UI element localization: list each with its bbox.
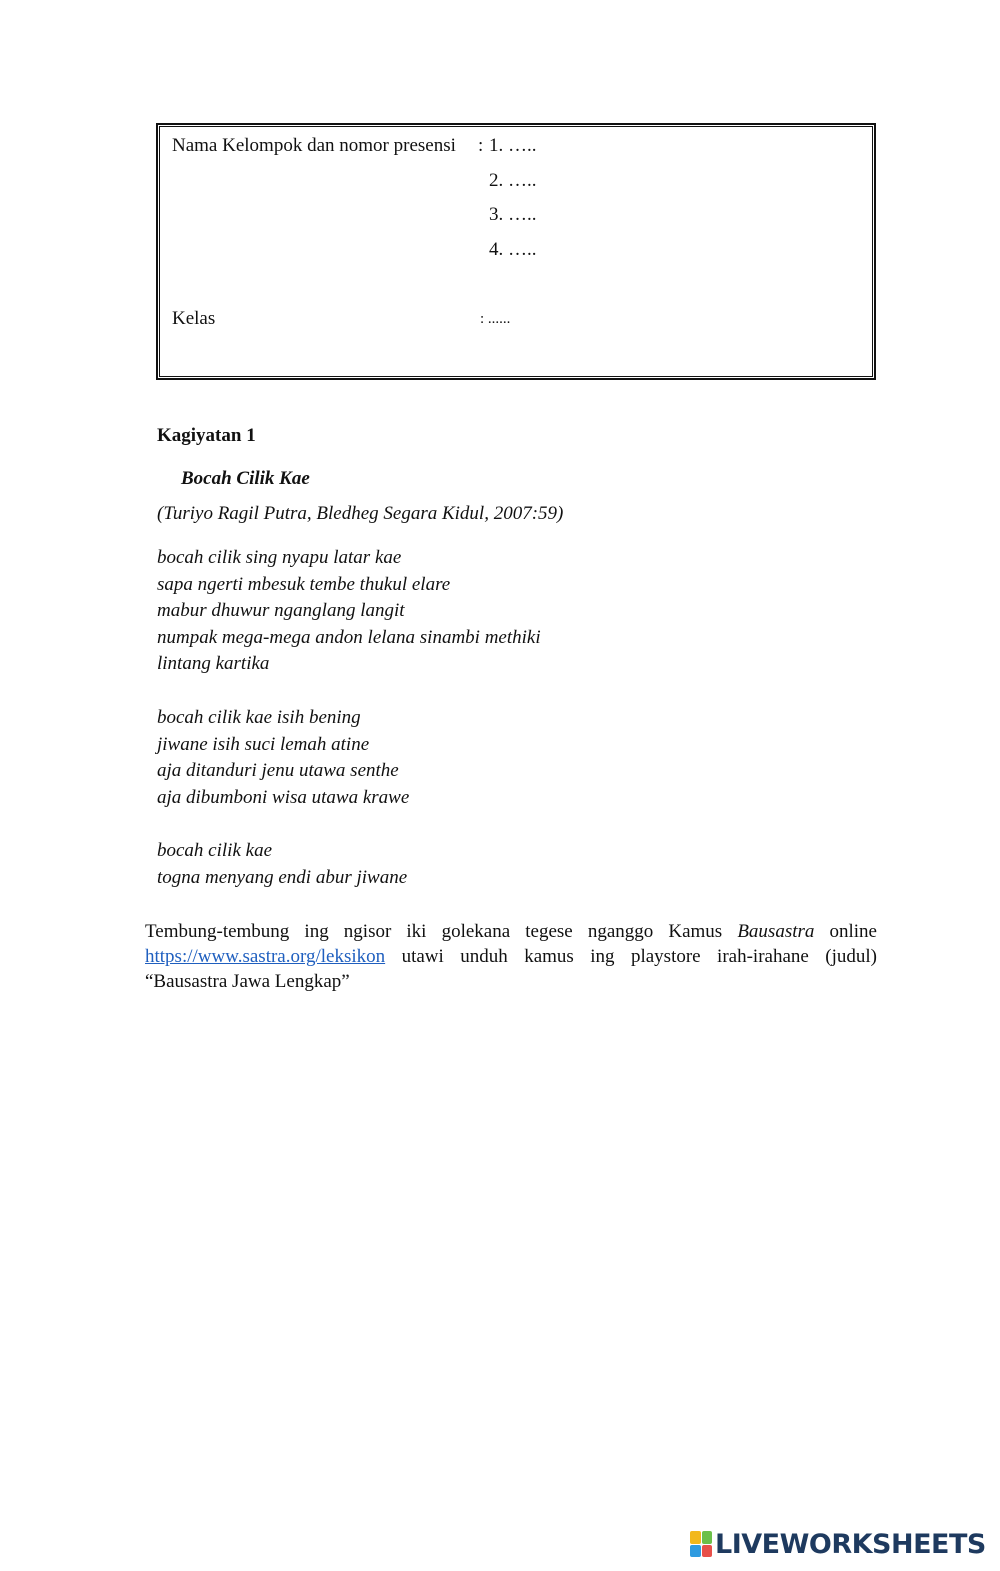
class-value[interactable]: : ......	[480, 311, 511, 327]
logo-square	[690, 1531, 701, 1544]
poem-line: aja ditanduri jenu utawa senthe	[157, 760, 399, 782]
logo-square	[702, 1545, 713, 1558]
logo-square	[690, 1545, 701, 1558]
poem-title: Bocah Cilik Kae	[181, 468, 310, 489]
poem-line: bocah cilik kae	[157, 840, 273, 861]
instruction-text: utawi unduh kamus ing playstore irah-irahane (judul) “Bausastra Jawa Lengkap”	[145, 946, 877, 992]
class-label: Kelas	[172, 308, 216, 329]
poem-line: bocah cilik kae isih bening	[157, 707, 361, 728]
member-number-1[interactable]: 1. …..	[489, 135, 537, 156]
poem-line: aja dibumboni wisa utawa krawe	[157, 786, 410, 808]
poem-line: mabur dhuwur nganglang langit	[157, 600, 405, 622]
poem-stanza-2	[157, 705, 409, 811]
poem-line: togna menyang endi abur jiwane	[157, 866, 408, 888]
dictionary-link[interactable]: https://www.sastra.org/leksikon	[145, 946, 386, 967]
member-number-4[interactable]: 4. …..	[489, 239, 537, 260]
poem-line: bocah cilik sing nyapu latar kae	[157, 547, 402, 568]
logo-square	[702, 1531, 713, 1544]
group-separator: :	[478, 135, 484, 156]
poem-line: sapa ngerti mbesuk tembe thukul elare	[157, 573, 451, 595]
poem-line: jiwane isih suci lemah atine	[157, 733, 370, 755]
instruction-text: Tembung-tembung ing ngisor iki golekana tegese nganggo Kamus	[145, 921, 738, 942]
instruction-dictionary-name: Bausastra	[737, 921, 815, 942]
group-label: Nama Kelompok dan nomor presensi	[172, 135, 456, 156]
activity-heading: Kagiyatan 1	[157, 425, 256, 446]
member-number-2[interactable]: 2. …..	[489, 170, 537, 191]
poem-line: lintang kartika	[157, 653, 270, 675]
liveworksheets-branding[interactable]	[690, 1529, 986, 1559]
poem-stanza-1	[157, 545, 541, 678]
brand-name: LIVEWORKSHEETS	[715, 1528, 986, 1560]
instruction-text: online	[814, 921, 877, 942]
liveworksheets-logo-icon	[690, 1531, 712, 1557]
instruction-paragraph	[145, 919, 877, 994]
member-number-3[interactable]: 3. …..	[489, 204, 537, 225]
poem-line: numpak mega-mega andon lelana sinambi methiki	[157, 626, 541, 648]
poem-source: (Turiyo Ragil Putra, Bledheg Segara Kidul, 2007:59)	[157, 503, 564, 524]
poem-stanza-3	[157, 838, 407, 891]
